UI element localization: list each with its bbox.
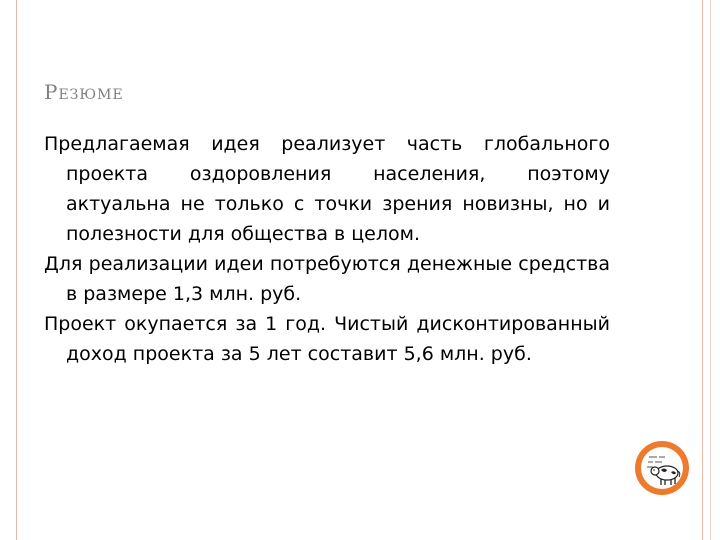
cow-emblem-icon (635, 441, 689, 495)
paragraph-idea: Предлагаемая идея реализует часть глобального проекта оздоровления населения, поэтому актуальна не только с точки зрения новизны, но и полезности для общества в целом. (44, 133, 610, 245)
cow-drawing-icon (641, 447, 683, 489)
slide-title: Резюме (44, 80, 124, 104)
slide-body (44, 129, 610, 369)
cow-emblem-inner (641, 447, 683, 489)
paragraph-payback: Проект окупается за 1 год. Чистый дисконтированный доход проекта за 5 лет составит 5,6 млн. руб. (44, 313, 610, 365)
right-border (702, 0, 720, 540)
right-border-inner-line (710, 0, 711, 540)
left-border (0, 0, 17, 540)
paragraph-funding: Для реализации идеи потребуются денежные средства в размере 1,3 млн. руб. (44, 253, 610, 305)
